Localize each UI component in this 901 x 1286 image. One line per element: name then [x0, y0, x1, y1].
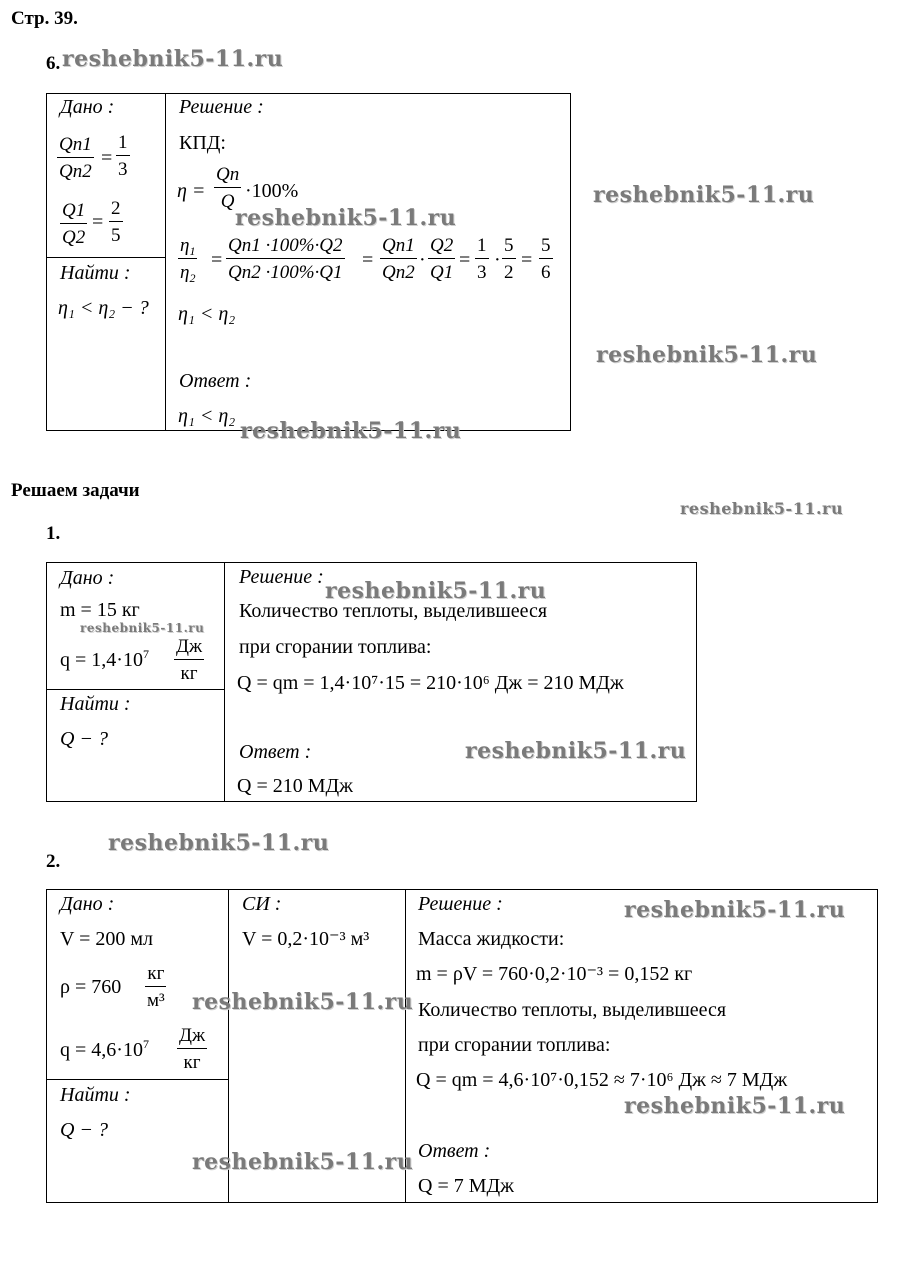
frac-den: кг — [180, 663, 198, 684]
frac-num: Qп — [214, 165, 241, 188]
frac-den: Qп2 ·100%·Q1 — [228, 262, 343, 283]
frac-num: Qп1 ·100%·Q2 — [226, 236, 345, 259]
frac-den: Q1 — [430, 262, 454, 283]
task2-given-divider — [46, 1079, 229, 1080]
task1-number: 1. — [46, 523, 61, 544]
task6-frac-25 — [109, 199, 123, 245]
task6-frac-q — [60, 201, 87, 247]
equals: = — [211, 249, 223, 271]
watermark: reshebnik5-11.ru — [240, 418, 462, 444]
task6-eta-def: η = — [177, 180, 206, 202]
watermark: reshebnik5-11.ru — [593, 182, 815, 208]
task6-frac-56 — [539, 236, 553, 282]
task6-ratio-long — [226, 236, 345, 282]
frac-num: Дж — [174, 637, 204, 660]
dot: · — [494, 249, 501, 271]
task1-solution-label: Решение : — [239, 566, 324, 588]
frac-den: Q2 — [62, 227, 86, 248]
task2-answer-label: Ответ : — [418, 1140, 491, 1162]
equals: = — [521, 249, 533, 271]
frac-num: Q2 — [428, 236, 455, 259]
given-q-base: q = 4,6·10 — [60, 1039, 143, 1061]
task2-find-label: Найти : — [60, 1084, 131, 1106]
task2-number: 2. — [46, 851, 61, 872]
frac-den: Qп2 — [382, 262, 415, 283]
task6-frac-52 — [502, 236, 516, 282]
frac-num: Qп1 — [57, 135, 94, 158]
watermark: reshebnik5-11.ru — [465, 738, 687, 764]
task2-solution-label: Решение : — [418, 893, 503, 915]
frac-den: Q — [220, 191, 235, 212]
task1-given-q — [60, 647, 149, 671]
task1-given-label: Дано : — [60, 567, 115, 589]
frac-num: 5 — [539, 236, 553, 259]
frac-num: 5 — [502, 236, 516, 259]
watermark: reshebnik5-11.ru — [192, 989, 414, 1015]
frac-den: кг — [183, 1052, 201, 1073]
frac-num: 2 — [109, 199, 123, 222]
frac-den: м³ — [147, 990, 165, 1011]
task2-rho-unit — [145, 964, 167, 1010]
task6-answer: η₁ < η₂ — [178, 405, 236, 427]
task6-divider — [165, 93, 166, 431]
task1-find-expr: Q − ? — [60, 728, 108, 750]
task2-find-expr: Q − ? — [60, 1119, 108, 1141]
frac-den: 2 — [504, 262, 514, 283]
task6-kpd: КПД: — [179, 132, 226, 154]
task6-ratio-eta — [178, 235, 197, 285]
task2-given-v: V = 200 мл — [60, 928, 153, 950]
task2-given-q — [60, 1037, 149, 1061]
equals: = — [92, 211, 104, 233]
task2-answer: Q = 7 МДж — [418, 1175, 514, 1197]
task1-answer: Q = 210 МДж — [237, 775, 353, 797]
task2-si-v: V = 0,2·10⁻³ м³ — [242, 928, 370, 950]
task2-given-rho: ρ = 760 — [60, 976, 122, 998]
task6-given-label: Дано : — [60, 96, 115, 118]
dot: · — [419, 249, 426, 271]
watermark: reshebnik5-11.ru — [108, 830, 330, 856]
watermark: reshebnik5-11.ru — [680, 499, 844, 518]
task1-formula: Q = qm = 1,4·10⁷·15 = 210·10⁶ Дж = 210 МДж — [237, 672, 624, 694]
watermark: reshebnik5-11.ru — [624, 1093, 846, 1119]
task1-find-label: Найти : — [60, 693, 131, 715]
given-q-exp: 7 — [142, 1037, 149, 1051]
task1-unit — [174, 637, 204, 683]
task6-find-expr: η₁ < η₂ − ? — [58, 297, 149, 319]
task6-find-label: Найти : — [60, 262, 131, 284]
task2-given-label: Дано : — [60, 893, 115, 915]
frac-den: 5 — [111, 225, 121, 246]
task1-given-m: m = 15 кг — [60, 599, 140, 621]
frac-num: Дж — [177, 1026, 207, 1049]
given-q-exp: 7 — [142, 647, 149, 661]
task2-line2: при сгорании топлива: — [418, 1034, 611, 1056]
task6-frac-13 — [116, 133, 130, 179]
given-q-base: q = 1,4·10 — [60, 649, 143, 671]
frac-den: 3 — [477, 262, 487, 283]
section-title: Решаем задачи — [11, 480, 140, 501]
frac-num: Q1 — [60, 201, 87, 224]
page-header: Стр. 39. — [11, 8, 78, 29]
task6-ratio-q — [428, 236, 455, 282]
watermark: reshebnik5-11.ru — [62, 46, 284, 72]
task6-ratio-qn — [380, 236, 417, 282]
task2-line1: Количество теплоты, выделившееся — [418, 999, 727, 1021]
frac-num: Qп1 — [380, 236, 417, 259]
task6-number: 6. — [46, 53, 61, 74]
task6-answer-label: Ответ : — [179, 370, 252, 392]
equals: = — [459, 249, 471, 271]
task1-divider — [224, 562, 225, 802]
watermark: reshebnik5-11.ru — [325, 578, 547, 604]
task2-q-unit — [177, 1026, 207, 1072]
frac-den: $\eta_2$ — [180, 262, 196, 285]
watermark: reshebnik5-11.ru — [235, 205, 457, 231]
task6-frac-13b — [475, 236, 489, 282]
frac-num: кг — [145, 964, 166, 987]
watermark: reshebnik5-11.ru — [624, 897, 846, 923]
frac-den: Qп2 — [59, 161, 92, 182]
watermark: reshebnik5-11.ru — [596, 342, 818, 368]
frac-den: 6 — [541, 262, 551, 283]
frac-num: $\eta_1$ — [180, 235, 196, 258]
task2-si-label: СИ : — [242, 893, 282, 915]
equals: = — [101, 147, 113, 169]
task6-given-divider — [46, 257, 166, 258]
frac-den: 3 — [118, 159, 128, 180]
task1-answer-label: Ответ : — [239, 741, 312, 763]
frac-num: 1 — [116, 133, 130, 156]
watermark: reshebnik5-11.ru — [80, 621, 205, 635]
task1-given-divider — [46, 689, 225, 690]
task2-mass-label: Масса жидкости: — [418, 928, 565, 950]
task6-solution-label: Решение : — [179, 96, 264, 118]
task6-conclusion: η₁ < η₂ — [178, 303, 236, 325]
task6-percent: ·100% — [245, 180, 299, 202]
task2-mass-formula: m = ρV = 760·0,2·10⁻³ = 0,152 кг — [416, 963, 693, 985]
watermark: reshebnik5-11.ru — [192, 1149, 414, 1175]
task1-line2: при сгорании топлива: — [239, 636, 432, 658]
task2-formula: Q = qm = 4,6·10⁷·0,152 ≈ 7·10⁶ Дж ≈ 7 МДж — [416, 1069, 788, 1091]
task1-line1: Количество теплоты, выделившееся — [239, 600, 548, 622]
equals: = — [362, 249, 374, 271]
task6-frac-qn — [57, 135, 94, 181]
frac-num: 1 — [475, 236, 489, 259]
